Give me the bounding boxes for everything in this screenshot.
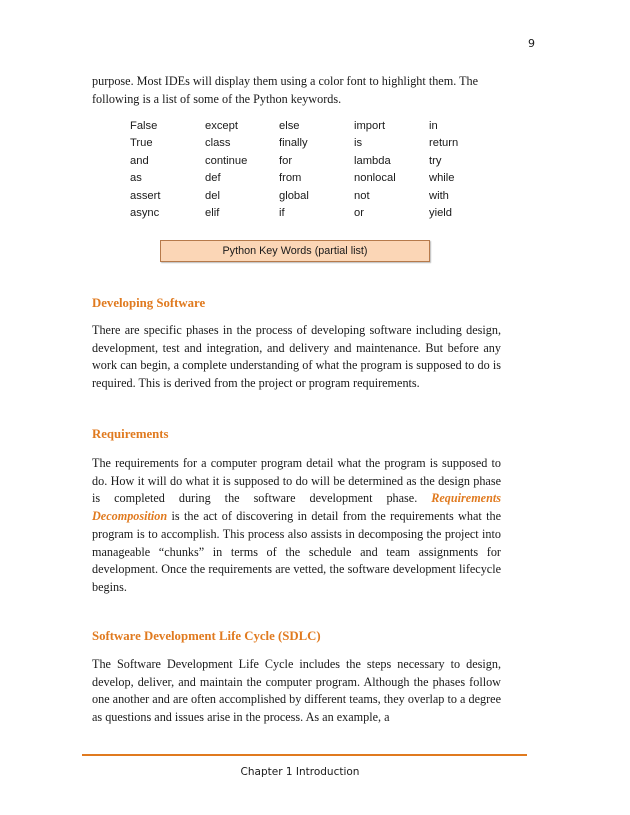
page-number: 9	[528, 37, 535, 50]
keyword-cell: finally	[279, 137, 308, 150]
keyword-cell: else	[279, 119, 300, 132]
section-body-developing-software: There are specific phases in the process of developing software including design, development, test and integration, and delivery and maintenance. But before any work can begin, a complete understanding of what the program is supposed to do is required. This is derived from the project or program requirements.	[92, 323, 501, 391]
keyword-cell: global	[279, 189, 309, 202]
keywords-row	[127, 117, 469, 135]
footer-chapter-title: Chapter 1 Introduction	[240, 766, 360, 778]
keyword-cell: assert	[130, 189, 161, 202]
keyword-cell: lambda	[354, 154, 391, 167]
keywords-row	[127, 152, 469, 170]
keyword-cell: if	[279, 207, 285, 220]
keyword-cell: except	[205, 119, 238, 132]
section-body-requirements	[92, 455, 501, 597]
intro-line-1: purpose. Most IDEs will display them using a color font to highlight them. The	[92, 74, 479, 88]
keyword-cell: in	[429, 119, 438, 132]
keyword-cell: yield	[429, 207, 453, 220]
keyword-cell: del	[205, 189, 220, 202]
keyword-cell: nonlocal	[354, 172, 396, 185]
keywords-row	[127, 205, 469, 223]
keyword-cell: continue	[205, 154, 248, 167]
section-heading-sdlc: Software Development Life Cycle (SDLC)	[92, 629, 321, 643]
keyword-cell: class	[205, 137, 231, 150]
keyword-cell: try	[429, 154, 442, 167]
keywords-caption: Python Key Words (partial list)	[160, 240, 430, 262]
keyword-cell: from	[279, 172, 302, 185]
keyword-cell: as	[130, 172, 142, 185]
section-body-sdlc: The Software Development Life Cycle includes the steps necessary to design, develop, deliver, and maintain the computer program. Although the phases follow one another and are often accomplished by different teams, they overlap to a degree as questions and issues arise in the process. As an example, a	[92, 657, 501, 725]
keyword-cell: is	[354, 137, 363, 150]
keyword-cell: while	[429, 172, 455, 185]
keyword-cell: with	[429, 189, 449, 202]
keyword-cell: import	[354, 119, 386, 132]
intro-line-2: following is a list of some of the Python keywords.	[92, 92, 342, 106]
keyword-cell: not	[354, 189, 370, 202]
requirements-decomposition-term: Requirements Decomposition	[92, 491, 501, 524]
footer-rule	[82, 754, 527, 756]
keywords-table	[127, 117, 469, 222]
keyword-cell: True	[130, 137, 153, 150]
keyword-cell: elif	[205, 207, 220, 220]
keyword-cell: and	[130, 154, 149, 167]
keyword-cell: for	[279, 154, 293, 167]
requirements-text-end: is the act of discovering in detail from the requirements what the program is to accomplish. This process also assists in decomposing the project into manageable “chunks” in terms of the schedule and team assignments for development. Once the requirements are vetted, the software development lifecycle begins.	[92, 509, 501, 594]
keywords-row	[127, 170, 469, 188]
section-heading-requirements: Requirements	[92, 427, 169, 441]
keywords-row	[127, 135, 469, 153]
keyword-cell: def	[205, 172, 221, 185]
requirements-text-start: The requirements for a computer program detail what the program is supposed to do. How it will do what it is supposed to do will be determined as the design phase is completed during the software development phase.	[92, 456, 501, 506]
keyword-cell: return	[429, 137, 459, 150]
keyword-cell: async	[130, 207, 160, 220]
keyword-cell: or	[354, 207, 364, 220]
keyword-cell: False	[130, 119, 158, 132]
section-heading-developing-software: Developing Software	[92, 296, 206, 310]
keywords-row	[127, 187, 469, 205]
